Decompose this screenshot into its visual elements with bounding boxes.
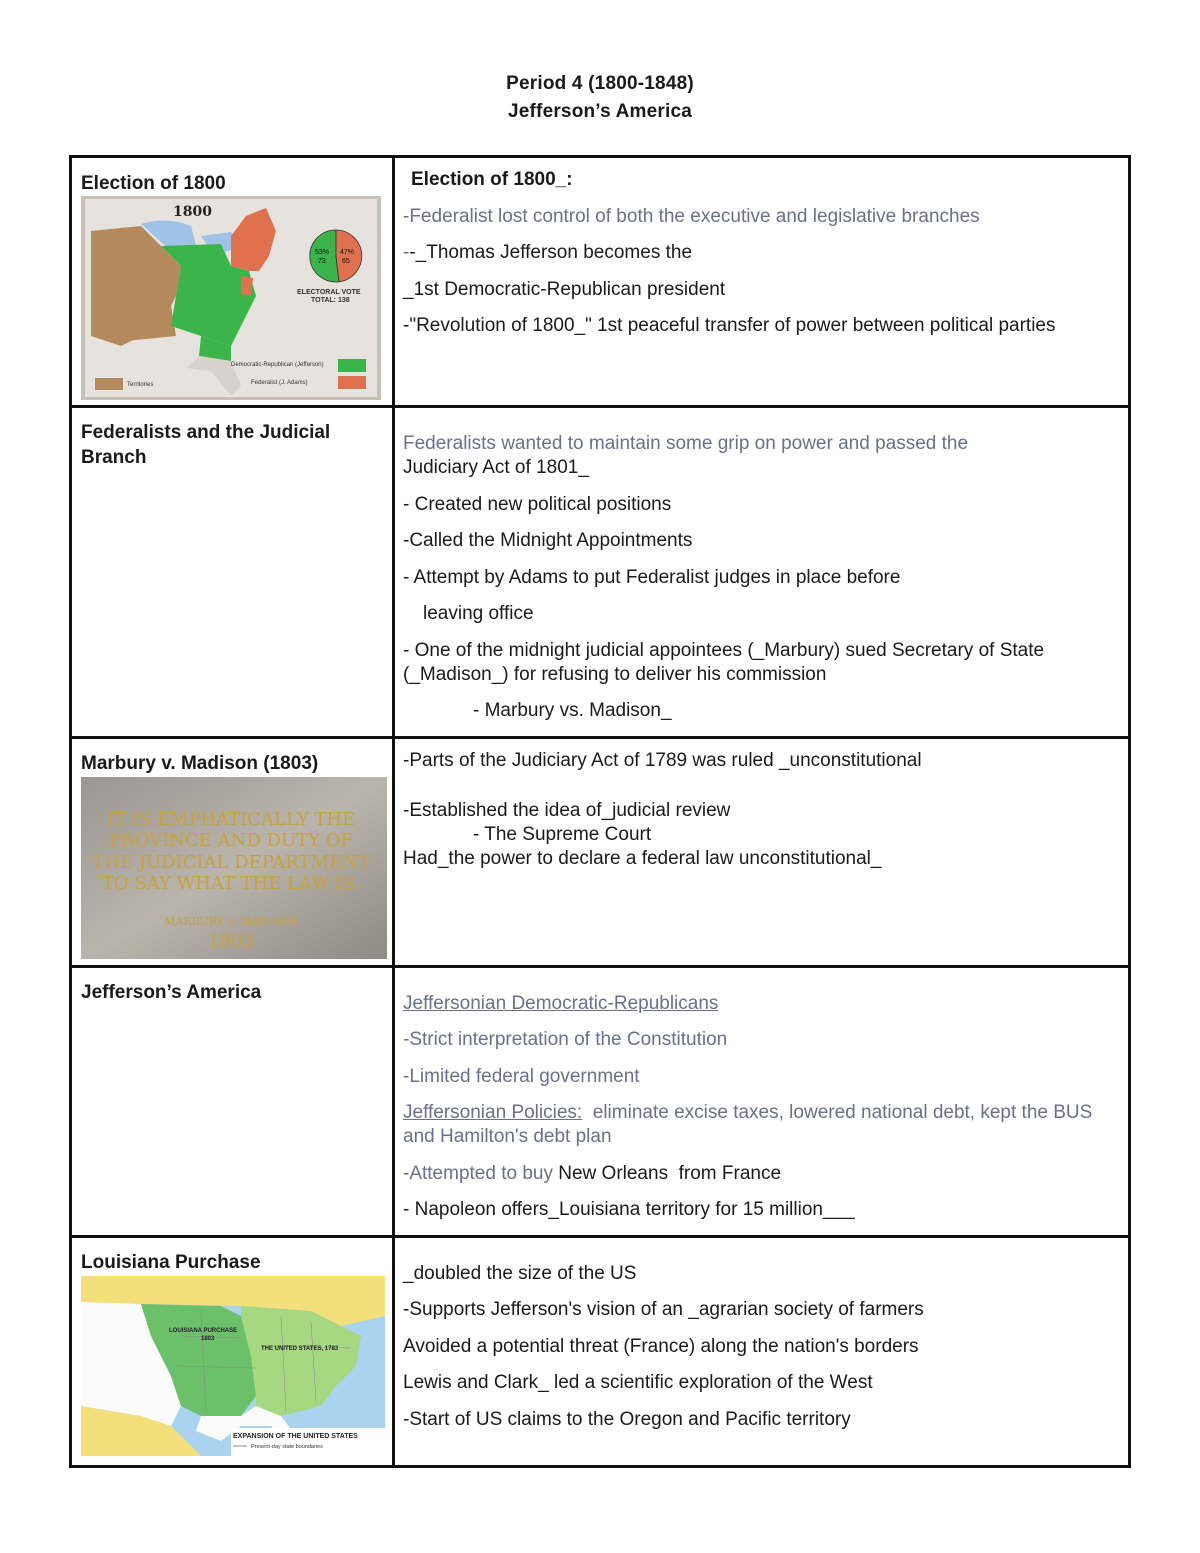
note-line: Jeffersonian Democratic-Republicans (403, 992, 719, 1014)
note-line: - One of the midnight judicial appointees (_Marbury) sued Secretary of State (_Madison_) for refusing to deliver his commission (403, 639, 1045, 685)
row-heading: Marbury v. Madison (1803) (81, 752, 319, 774)
table-row (71, 157, 1130, 407)
map-year-label: 1800 (173, 204, 212, 220)
legend-fed-label: Federalist (J. Adams) (251, 380, 308, 386)
lp-map-label: LOUISIANA PURCHASE (169, 1327, 238, 1334)
row-heading: Federalists and the Judicial Branch (81, 422, 331, 468)
note-line: -Attempted to buy New Orleans from France (403, 1162, 782, 1184)
svg-text:47%: 47% (340, 249, 355, 256)
table-row (71, 407, 1130, 738)
notes-table (69, 155, 1131, 1468)
note-line: -Supports Jefferson's vision of an _agrarian society of farmers (403, 1299, 924, 1320)
note-line: Jeffersonian Policies: eliminate excise taxes, lowered national debt, kept the BUS and Hamilton's debt plan (403, 1102, 1098, 1147)
plaque-line-4: TO SAY WHAT THE LAW IS. (101, 872, 361, 894)
note-line: Lewis and Clark_ led a scientific exploration of the West (403, 1372, 873, 1393)
left-cell (71, 966, 394, 1236)
note-line: - The Supreme Court (473, 823, 652, 845)
note-line: -Called the Midnight Appointments (403, 530, 693, 551)
left-cell (71, 407, 394, 738)
note-line: - Napoleon offers_Louisiana territory for 15 million___ (403, 1199, 855, 1220)
plaque-line-6: 1803 (208, 930, 254, 952)
plaque-line-5: MARBURY v. MADISON (164, 914, 298, 928)
note-line: _doubled the size of the US (403, 1262, 637, 1284)
plaque-line-3: THE JUDICIAL DEPARTMENT (92, 851, 370, 873)
note-line: -Established the idea of_judicial review (403, 799, 731, 821)
left-cell (71, 737, 394, 966)
table-row (71, 966, 1130, 1236)
note-line: -Strict interpretation of the Constitution (403, 1029, 728, 1050)
map-caption: EXPANSION OF THE UNITED STATES (233, 1432, 358, 1440)
legend-dr-label: Democratic-Republican (Jefferson) (231, 362, 324, 368)
topic-heading: Jefferson’s America (507, 101, 693, 122)
table-row (71, 1236, 1130, 1466)
row-heading: Jefferson’s America (81, 981, 262, 1003)
note-line: Federalists wanted to maintain some grip on power and passed the (403, 433, 969, 454)
svg-text:73: 73 (318, 258, 326, 265)
right-cell (394, 157, 1130, 407)
plaque-line-2: PROVINCE AND DUTY OF (109, 829, 353, 851)
note-line: - Marbury vs. Madison_ (473, 700, 672, 721)
left-cell (71, 157, 394, 407)
note-line: -Parts of the Judiciary Act of 1789 was ruled _unconstitutional (403, 749, 922, 771)
left-cell (71, 1236, 394, 1466)
note-line: Judiciary Act of 1801_ (403, 457, 589, 478)
marbury-plaque-image (81, 777, 387, 959)
note-line: --_Thomas Jefferson becomes the (403, 242, 693, 263)
right-cell (394, 1236, 1130, 1466)
note-line: -"Revolution of 1800_" 1st peaceful transfer of power between political parties (403, 315, 1056, 336)
note-line: Had_the power to declare a federal law unconstitutional_ (403, 847, 882, 869)
election-map-image (81, 196, 381, 400)
svg-text:65: 65 (342, 258, 350, 265)
legend-terr-label: Territories (127, 382, 154, 388)
map-sub-caption: Present-day state boundaries (251, 1443, 323, 1450)
note-line: -Limited federal government (403, 1065, 640, 1087)
louisiana-map-image (81, 1276, 385, 1456)
us-map-label: THE UNITED STATES, 1783 (261, 1345, 339, 1352)
row-heading: Election of 1800 (81, 173, 226, 194)
note-line: leaving office (423, 603, 534, 624)
plaque-line-1: IT IS EMPHATICALLY THE (106, 808, 356, 830)
page-title (0, 70, 1200, 126)
electoral-pie-chart (310, 230, 362, 282)
row-heading: Louisiana Purchase (81, 1251, 261, 1273)
right-heading: Election of 1800_: (411, 169, 573, 190)
note-line: - Created new political positions (403, 493, 672, 515)
electoral-vote-label: ELECTORAL VOTE (297, 289, 361, 296)
right-cell (394, 737, 1130, 966)
right-cell (394, 407, 1130, 738)
electoral-vote-total: TOTAL: 138 (311, 297, 350, 304)
note-line: -Federalist lost control of both the executive and legislative branches (403, 205, 980, 227)
lp-map-year: 1803 (201, 1335, 215, 1342)
right-cell (394, 966, 1130, 1236)
svg-text:53%: 53% (315, 249, 330, 256)
note-line: -Start of US claims to the Oregon and Pacific territory (403, 1408, 851, 1430)
note-line: _1st Democratic-Republican president (403, 278, 726, 300)
period-heading: Period 4 (1800-1848) (506, 73, 694, 94)
note-line: - Attempt by Adams to put Federalist judges in place before (403, 566, 901, 588)
table-row (71, 737, 1130, 966)
note-line: Avoided a potential threat (France) along the nation's borders (403, 1335, 919, 1357)
